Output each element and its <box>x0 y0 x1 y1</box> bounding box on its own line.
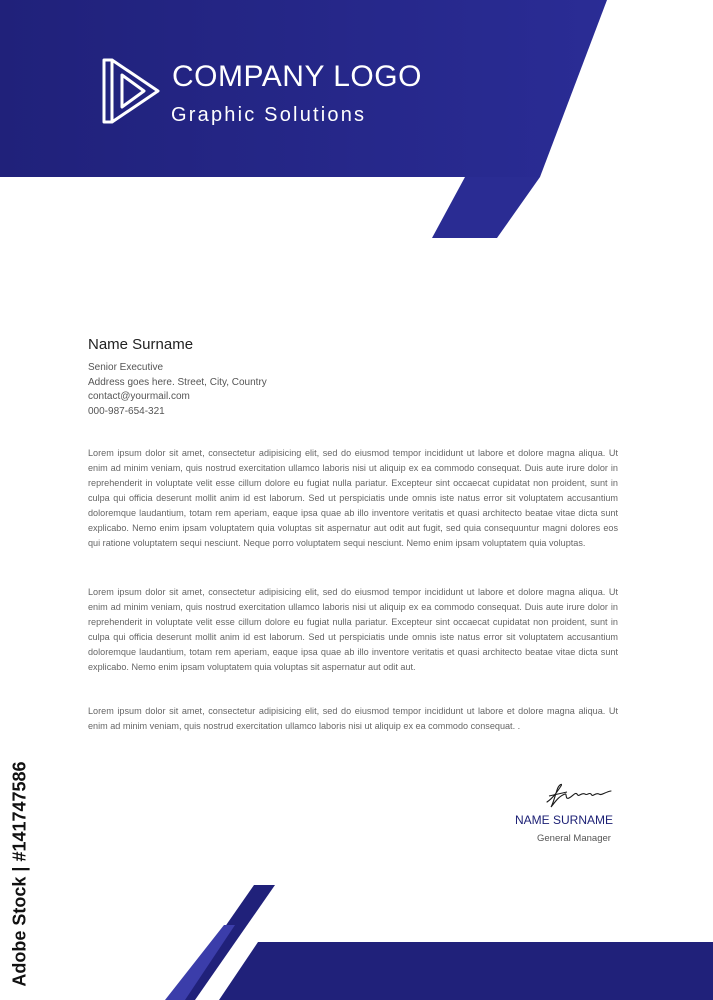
play-triangle-icon <box>100 57 162 125</box>
sender-title: Senior Executive <box>88 362 164 373</box>
footer-band <box>0 880 713 1000</box>
body-paragraph: Lorem ipsum dolor sit amet, consectetur adipisicing elit, sed do eiusmod tempor incididunt ut labore et dolore magna aliqua. Ut enim ad minim veniam, quis nostrud exercitation ullamco laboris nisi ut aliquip ex ea commodo consequat. . <box>88 706 618 731</box>
watermark-text: Adobe Stock | #141747586 <box>9 761 30 987</box>
sender-email: contact@yourmail.com <box>88 391 190 402</box>
sender-address: Address goes here. Street, City, Country <box>88 377 267 388</box>
handwritten-signature <box>543 780 615 810</box>
sender-name: Name Surname <box>88 336 194 353</box>
stock-watermark <box>8 762 32 987</box>
body-paragraph: Lorem ipsum dolor sit amet, consectetur adipisicing elit, sed do eiusmod tempor incididunt ut labore et dolore magna aliqua. Ut enim ad minim veniam, quis nostrud exercitation ullamco laboris nisi ut aliquip ex ea commodo consequat. Duis aute irure dolor in reprehenderit in voluptate velit esse cillum dolore eu fugiat nulla pariatur. Excepteur sint occaecat cupidatat non proident, sunt in culpa qui officia deserunt mollit anim id est laborum. Sed ut perspiciatis unde omnis iste natus error sit voluptatem accusantium doloremque laudantium, totam rem aperiam, eaque ipsa quae ab illo inventore veritatis et quasi architecto beatae vitae dicta sunt explicabo. Nemo enim ipsam voluptatem quia voluptas sit aspernatur aut odit aut. <box>88 587 618 672</box>
sender-phone: 000-987-654-321 <box>88 406 165 417</box>
body-paragraph: Lorem ipsum dolor sit amet, consectetur adipisicing elit, sed do eiusmod tempor incididunt ut labore et dolore magna aliqua. Ut enim ad minim veniam, quis nostrud exercitation ullamco laboris nisi ut aliquip ex ea commodo consequat. Duis aute irure dolor in reprehenderit in voluptate velit esse cillum dolore eu fugiat nulla pariatur. Excepteur sint occaecat cupidatat non proident, sunt in culpa qui officia deserunt mollit anim id est laborum. Sed ut perspiciatis unde omnis iste natus error sit voluptatem accusantium doloremque laudantium, totam rem aperiam, eaque ipsa quae ab illo inventore veritatis et quasi architecto beatae vitae dicta sunt explicabo. Nemo enim ipsam voluptatem quia voluptas sit aspernatur aut odit aut fugit, sed quia consequuntur magni dolores eos qui ratione voluptatem sequi nesciunt. Neque porro voluptatem sequi nesciunt. Nemo enim ipsam voluptatem quia voluptas. <box>88 448 618 548</box>
closing-title: General Manager <box>537 833 611 844</box>
company-tagline: Graphic Solutions <box>171 104 367 126</box>
closing-name: NAME SURNAME <box>515 813 614 827</box>
company-name: COMPANY LOGO <box>172 60 422 93</box>
